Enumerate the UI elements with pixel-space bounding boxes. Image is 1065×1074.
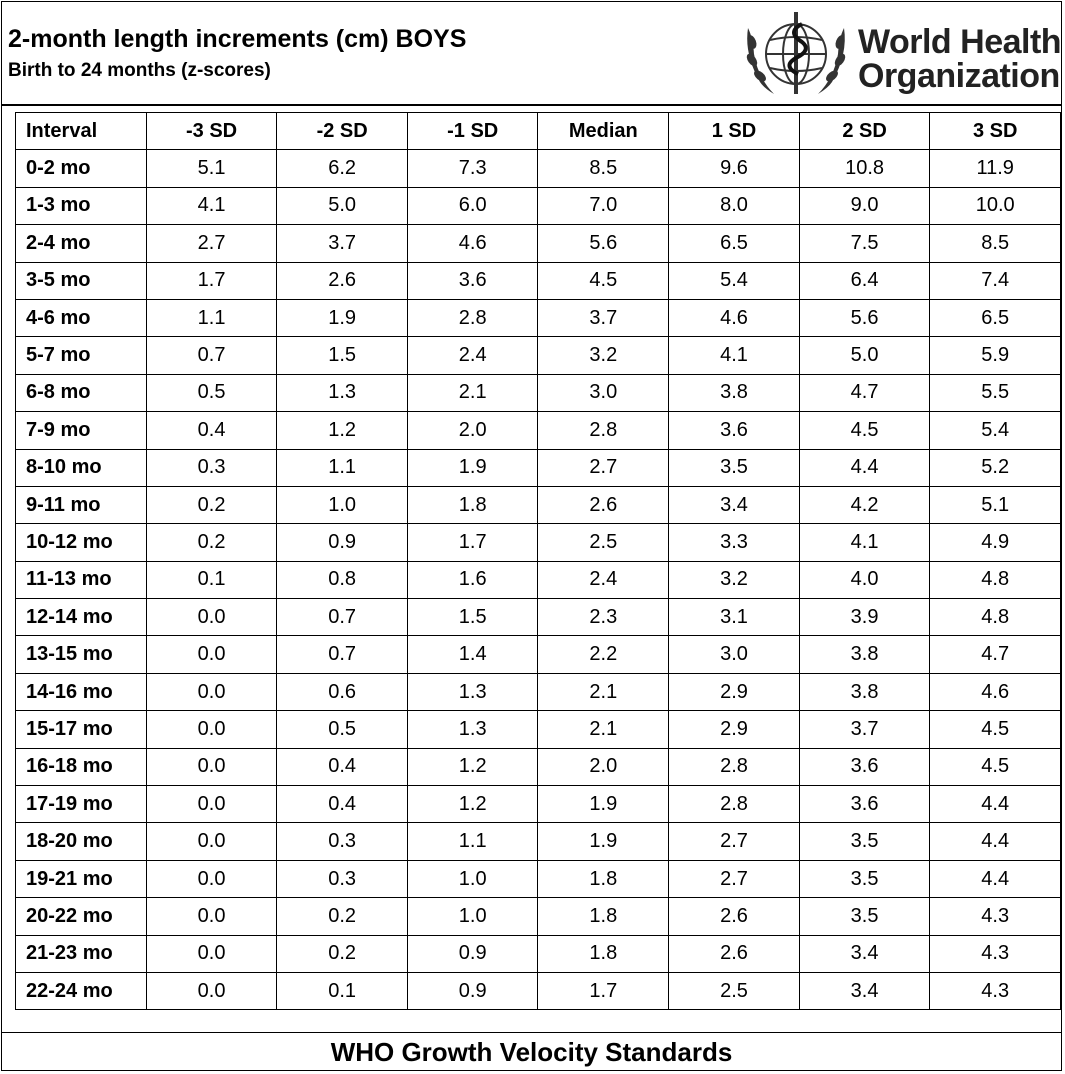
table-cell: 0.3	[277, 823, 408, 860]
table-cell: 1.3	[277, 374, 408, 411]
table-cell: 0.4	[146, 412, 277, 449]
column-header: -1 SD	[407, 113, 538, 150]
table-cell: 0.8	[277, 561, 408, 598]
table-cell: 0.9	[407, 935, 538, 972]
table-cell: 3.2	[669, 561, 800, 598]
table-cell: 3.6	[799, 786, 930, 823]
table-cell: 4.6	[930, 673, 1061, 710]
table-cell: 0.0	[146, 935, 277, 972]
table-cell: 3.7	[538, 299, 669, 336]
table-cell: 4.7	[930, 636, 1061, 673]
table-cell: 7.0	[538, 187, 669, 224]
table-cell: 5.0	[799, 337, 930, 374]
table-cell: 0.2	[277, 898, 408, 935]
table-cell: 5.4	[930, 412, 1061, 449]
table-cell: 0.0	[146, 673, 277, 710]
column-header: -2 SD	[277, 113, 408, 150]
interval-label: 8-10 mo	[16, 449, 147, 486]
interval-label: 18-20 mo	[16, 823, 147, 860]
table-cell: 9.0	[799, 187, 930, 224]
table-cell: 4.1	[799, 524, 930, 561]
interval-label: 13-15 mo	[16, 636, 147, 673]
column-header: Interval	[16, 113, 147, 150]
table-cell: 8.5	[930, 225, 1061, 262]
table-cell: 2.1	[538, 711, 669, 748]
table-cell: 3.1	[669, 599, 800, 636]
table-cell: 1.8	[538, 935, 669, 972]
table-cell: 3.5	[799, 823, 930, 860]
table-row	[16, 972, 1061, 1009]
interval-label: 14-16 mo	[16, 673, 147, 710]
table-cell: 7.5	[799, 225, 930, 262]
table-cell: 6.2	[277, 150, 408, 187]
table-cell: 4.8	[930, 561, 1061, 598]
table-cell: 4.3	[930, 898, 1061, 935]
table-cell: 4.6	[407, 225, 538, 262]
table-row	[16, 786, 1061, 823]
table-cell: 5.9	[930, 337, 1061, 374]
table-cell: 3.5	[669, 449, 800, 486]
table-cell: 1.8	[407, 486, 538, 523]
interval-label: 2-4 mo	[16, 225, 147, 262]
table-cell: 3.7	[799, 711, 930, 748]
table-cell: 0.0	[146, 748, 277, 785]
table-cell: 3.4	[799, 935, 930, 972]
table-cell: 4.1	[669, 337, 800, 374]
table-cell: 1.5	[407, 599, 538, 636]
table-cell: 3.8	[669, 374, 800, 411]
table-cell: 0.5	[277, 711, 408, 748]
table-cell: 3.4	[799, 972, 930, 1009]
table-cell: 0.4	[277, 786, 408, 823]
table-cell: 2.4	[538, 561, 669, 598]
table-cell: 4.6	[669, 299, 800, 336]
table-cell: 7.3	[407, 150, 538, 187]
interval-label: 4-6 mo	[16, 299, 147, 336]
table-cell: 1.1	[146, 299, 277, 336]
table-cell: 0.0	[146, 636, 277, 673]
interval-label: 0-2 mo	[16, 150, 147, 187]
table-cell: 4.0	[799, 561, 930, 598]
interval-label: 1-3 mo	[16, 187, 147, 224]
table-cell: 3.0	[669, 636, 800, 673]
table-cell: 5.2	[930, 449, 1061, 486]
who-name-line1: World Health	[858, 23, 1062, 61]
table-row	[16, 524, 1061, 561]
table-cell: 3.3	[669, 524, 800, 561]
table-cell: 4.4	[930, 823, 1061, 860]
table-cell: 1.5	[277, 337, 408, 374]
table-row	[16, 225, 1061, 262]
increments-table	[15, 112, 1061, 1010]
table-cell: 2.5	[669, 972, 800, 1009]
table-cell: 1.4	[407, 636, 538, 673]
footer-title: WHO Growth Velocity Standards	[2, 1032, 1061, 1070]
table-row	[16, 337, 1061, 374]
table-cell: 2.1	[407, 374, 538, 411]
table-cell: 3.9	[799, 599, 930, 636]
table-cell: 0.0	[146, 898, 277, 935]
table-row	[16, 599, 1061, 636]
table-cell: 1.1	[277, 449, 408, 486]
interval-label: 3-5 mo	[16, 262, 147, 299]
table-cell: 0.1	[146, 561, 277, 598]
table-cell: 10.0	[930, 187, 1061, 224]
table-cell: 0.7	[146, 337, 277, 374]
table-row	[16, 299, 1061, 336]
table-row	[16, 823, 1061, 860]
table-cell: 4.5	[930, 711, 1061, 748]
interval-label: 6-8 mo	[16, 374, 147, 411]
table-cell: 1.0	[277, 486, 408, 523]
who-name-line2: Organization	[858, 57, 1060, 95]
table-cell: 6.5	[930, 299, 1061, 336]
table-cell: 2.8	[669, 748, 800, 785]
table-cell: 5.4	[669, 262, 800, 299]
table-cell: 3.5	[799, 860, 930, 897]
table-cell: 1.9	[277, 299, 408, 336]
table-cell: 2.1	[538, 673, 669, 710]
interval-label: 17-19 mo	[16, 786, 147, 823]
table-cell: 9.6	[669, 150, 800, 187]
table-header-row	[16, 113, 1061, 150]
table-cell: 4.5	[799, 412, 930, 449]
table-cell: 4.3	[930, 935, 1061, 972]
interval-label: 20-22 mo	[16, 898, 147, 935]
table-cell: 1.2	[407, 748, 538, 785]
table-cell: 5.0	[277, 187, 408, 224]
table-cell: 2.6	[669, 935, 800, 972]
interval-label: 10-12 mo	[16, 524, 147, 561]
table-cell: 2.5	[538, 524, 669, 561]
table-cell: 5.1	[930, 486, 1061, 523]
table-cell: 6.4	[799, 262, 930, 299]
table-cell: 5.6	[799, 299, 930, 336]
table-row	[16, 748, 1061, 785]
table-cell: 1.8	[538, 898, 669, 935]
document-page	[1, 1, 1062, 1071]
table-row	[16, 150, 1061, 187]
who-emblem-icon	[740, 8, 852, 100]
table-cell: 0.0	[146, 972, 277, 1009]
table-cell: 1.0	[407, 860, 538, 897]
column-header: 3 SD	[930, 113, 1061, 150]
table-cell: 3.4	[669, 486, 800, 523]
table-cell: 8.0	[669, 187, 800, 224]
table-cell: 1.8	[538, 860, 669, 897]
column-header: 2 SD	[799, 113, 930, 150]
table-cell: 0.0	[146, 599, 277, 636]
table-cell: 2.6	[669, 898, 800, 935]
table-row	[16, 449, 1061, 486]
table-cell: 1.2	[277, 412, 408, 449]
table-cell: 2.6	[538, 486, 669, 523]
column-header: 1 SD	[669, 113, 800, 150]
table-cell: 0.4	[277, 748, 408, 785]
table-cell: 1.3	[407, 711, 538, 748]
table-cell: 2.7	[669, 823, 800, 860]
table-cell: 2.9	[669, 711, 800, 748]
table-cell: 2.7	[538, 449, 669, 486]
table-cell: 4.4	[930, 860, 1061, 897]
table-cell: 2.0	[538, 748, 669, 785]
table-cell: 3.8	[799, 673, 930, 710]
table-cell: 1.3	[407, 673, 538, 710]
table-cell: 1.2	[407, 786, 538, 823]
table-cell: 2.7	[146, 225, 277, 262]
page-subtitle: Birth to 24 months (z-scores)	[8, 60, 271, 81]
table-cell: 8.5	[538, 150, 669, 187]
table-cell: 1.0	[407, 898, 538, 935]
interval-label: 7-9 mo	[16, 412, 147, 449]
table-cell: 5.6	[538, 225, 669, 262]
table-cell: 2.8	[538, 412, 669, 449]
table-row	[16, 561, 1061, 598]
table-cell: 7.4	[930, 262, 1061, 299]
table-row	[16, 262, 1061, 299]
table-cell: 1.9	[538, 786, 669, 823]
interval-label: 5-7 mo	[16, 337, 147, 374]
column-header: Median	[538, 113, 669, 150]
table-cell: 4.4	[799, 449, 930, 486]
who-logo	[740, 8, 1062, 100]
table-cell: 0.1	[277, 972, 408, 1009]
table-cell: 11.9	[930, 150, 1061, 187]
table-cell: 1.1	[407, 823, 538, 860]
table-cell: 0.0	[146, 786, 277, 823]
table-cell: 1.7	[538, 972, 669, 1009]
table-cell: 1.9	[538, 823, 669, 860]
table-row	[16, 935, 1061, 972]
table-cell: 10.8	[799, 150, 930, 187]
table-cell: 3.5	[799, 898, 930, 935]
table-cell: 2.3	[538, 599, 669, 636]
table-row	[16, 898, 1061, 935]
table-cell: 2.0	[407, 412, 538, 449]
table-row	[16, 374, 1061, 411]
table-cell: 0.2	[146, 524, 277, 561]
table-cell: 4.2	[799, 486, 930, 523]
table-cell: 4.5	[538, 262, 669, 299]
table-cell: 0.3	[146, 449, 277, 486]
table-cell: 2.6	[277, 262, 408, 299]
table-row	[16, 860, 1061, 897]
table-cell: 3.2	[538, 337, 669, 374]
table-cell: 0.0	[146, 711, 277, 748]
table-cell: 3.0	[538, 374, 669, 411]
interval-label: 12-14 mo	[16, 599, 147, 636]
table-cell: 5.1	[146, 150, 277, 187]
table-row	[16, 673, 1061, 710]
interval-label: 9-11 mo	[16, 486, 147, 523]
table-cell: 1.6	[407, 561, 538, 598]
table-row	[16, 187, 1061, 224]
table-cell: 6.0	[407, 187, 538, 224]
table-cell: 0.0	[146, 823, 277, 860]
table-cell: 4.5	[930, 748, 1061, 785]
table-cell: 6.5	[669, 225, 800, 262]
table-cell: 2.7	[669, 860, 800, 897]
table-cell: 0.7	[277, 599, 408, 636]
table-cell: 2.8	[407, 299, 538, 336]
table-cell: 0.5	[146, 374, 277, 411]
table-cell: 4.1	[146, 187, 277, 224]
interval-label: 22-24 mo	[16, 972, 147, 1009]
table-cell: 0.9	[277, 524, 408, 561]
table-row	[16, 711, 1061, 748]
table-cell: 0.0	[146, 860, 277, 897]
table-body	[16, 150, 1061, 1010]
table-cell: 2.2	[538, 636, 669, 673]
table-cell: 4.3	[930, 972, 1061, 1009]
table-cell: 0.9	[407, 972, 538, 1009]
table-row	[16, 636, 1061, 673]
table-cell: 3.7	[277, 225, 408, 262]
table-cell: 4.8	[930, 599, 1061, 636]
table-cell: 4.4	[930, 786, 1061, 823]
page-title: 2-month length increments (cm) BOYS	[8, 25, 467, 53]
table-cell: 3.6	[799, 748, 930, 785]
table-cell: 4.9	[930, 524, 1061, 561]
table-cell: 1.7	[146, 262, 277, 299]
table-cell: 3.6	[669, 412, 800, 449]
column-header: -3 SD	[146, 113, 277, 150]
table-cell: 0.7	[277, 636, 408, 673]
table-cell: 1.9	[407, 449, 538, 486]
table-cell: 0.2	[146, 486, 277, 523]
table-row	[16, 412, 1061, 449]
header	[2, 2, 1061, 106]
table-cell: 2.9	[669, 673, 800, 710]
table-cell: 0.6	[277, 673, 408, 710]
table-cell: 0.2	[277, 935, 408, 972]
table-cell: 3.6	[407, 262, 538, 299]
table-row	[16, 486, 1061, 523]
table-cell: 5.5	[930, 374, 1061, 411]
table-cell: 2.8	[669, 786, 800, 823]
table-cell: 0.3	[277, 860, 408, 897]
interval-label: 21-23 mo	[16, 935, 147, 972]
interval-label: 15-17 mo	[16, 711, 147, 748]
interval-label: 16-18 mo	[16, 748, 147, 785]
table-cell: 4.7	[799, 374, 930, 411]
table-cell: 3.8	[799, 636, 930, 673]
table-cell: 2.4	[407, 337, 538, 374]
interval-label: 19-21 mo	[16, 860, 147, 897]
interval-label: 11-13 mo	[16, 561, 147, 598]
table-cell: 1.7	[407, 524, 538, 561]
